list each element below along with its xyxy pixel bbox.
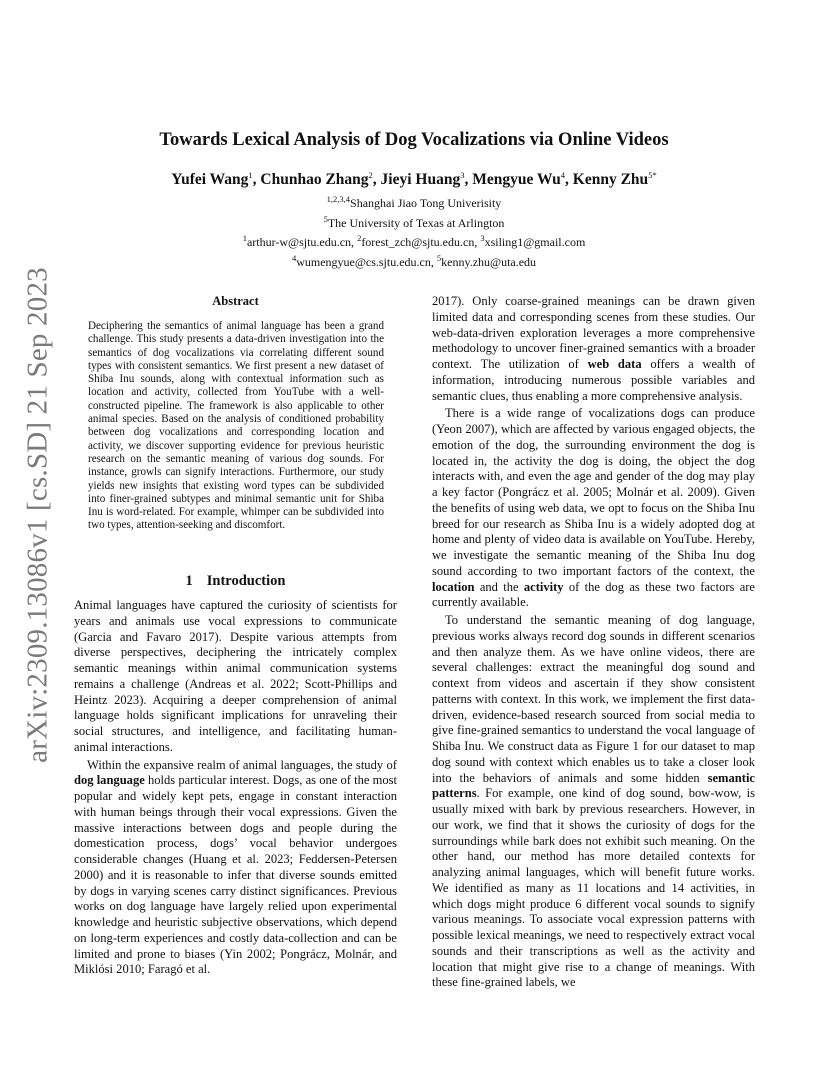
author-mark: 4 xyxy=(560,170,566,180)
author-name: Mengyue Wu xyxy=(472,171,561,189)
author-name: Kenny Zhu xyxy=(572,171,649,189)
affiliation-name: Shanghai Jiao Tong Univerisity xyxy=(350,196,502,210)
author-name: Chunhao Zhang xyxy=(260,171,369,189)
affiliation-name: The University of Texas at Arlington xyxy=(327,215,505,230)
author-mark: 1 xyxy=(248,170,253,180)
introduction-left-column xyxy=(74,598,397,978)
email-address: kenny.zhu@uta.edu xyxy=(441,254,537,269)
author-name: Yufei Wang xyxy=(171,171,249,189)
author-mark: 2 xyxy=(368,170,373,180)
affiliation-line xyxy=(74,192,754,212)
bold-term: activity xyxy=(523,579,564,594)
email-address: xsiling1@gmail.com xyxy=(484,235,586,249)
text-run: and the xyxy=(474,579,524,594)
text-run: To understand the semantic meaning of dog language, previous works always record dog sounds in different scenarios and then analyze them. As we have online videos, there are several challenges: extract the meaningful dog sound and context from videos and ascertain if they show consistent patterns with context. In this work, we implement the first data-driven, evidence-based research sourced from social media to give fine-grained semantics to understand the vocal language of Shiba Inu. We construct data as Figure 1 for our dataset to map dog sound with context which enables us to take a closer look into the behaviors of animals and some hidden xyxy=(432,613,755,785)
section-title: Introduction xyxy=(206,573,286,589)
abstract-heading: Abstract xyxy=(212,294,259,308)
email-address: forest_zch@sjtu.edu.cn, xyxy=(361,235,481,249)
affiliation-mark: 5 xyxy=(323,213,328,224)
email-mark: 5 xyxy=(436,252,442,263)
bold-term: location xyxy=(432,579,475,594)
affiliation-line xyxy=(74,212,754,232)
paragraph xyxy=(74,758,397,979)
email-mark: 3 xyxy=(480,233,485,243)
section-heading-introduction xyxy=(74,573,397,590)
paper-title: Towards Lexical Analysis of Dog Vocalizations via Online Videos xyxy=(159,130,669,150)
paragraph xyxy=(432,406,755,611)
author-list: Yufei Wang$^1$, Chunhao Zhang$^2$, Jieyi Huang$^3$, Mengyue Wu$^4$, Kenny Zhu$^{5*}$ xyxy=(171,170,657,189)
text-run: of the dog as these two factors are currently available. xyxy=(432,579,756,610)
email-line xyxy=(74,231,754,251)
email-mark: 1 xyxy=(242,233,247,243)
section-number: 1 xyxy=(185,573,193,589)
arxiv-identifier-text: arXiv:2309.13086v1 [cs.SD] 21 Sep 2023 xyxy=(21,267,54,763)
bold-term: web data xyxy=(587,357,642,371)
bold-term: semantic patterns xyxy=(432,770,755,801)
text-run: holds particular interest. Dogs, as one of the most popular and widely kept pets, engage in constant interaction with human beings through their vocal expressions. Given the massive interactions between dogs and people during the domestication process, dogs’ vocal behavior undergoes considerable changes (Huang et al. 2023; Feddersen-Petersen 2000) and it is reasonable to infer that diverse sounds emitted by dogs in varying scenes carry distinct significances. Previous works on dog language have largely relied upon experimental knowledge and heuristic subjective observations, which depend on long-term experiences and costly data-collection and can be limited and prone to biases (Yin 2002; Pongrácz, Molnár, and Miklósi 2010; Faragó et al. xyxy=(74,773,397,977)
email-mark: 2 xyxy=(357,233,362,243)
author-name: Jieyi Huang xyxy=(380,171,461,189)
text-run: offers a wealth of information, introducing numerous possible variables and semantic clues, thus enabling a more comprehensive analysis. xyxy=(432,357,756,403)
bold-term: dog language xyxy=(74,773,145,788)
email-address: wumengyue@cs.sjtu.edu.cn, xyxy=(296,254,437,269)
author-mark: 3 xyxy=(460,170,465,180)
email-mark: 4 xyxy=(291,252,297,263)
text-run: There is a wide range of vocalizations dogs can produce (Yeon 2007), which are affected by various engaged objects, the emotion of the dog, the surrounding environment the dog is located in, the activity the dog is doing, the object the dog interacts with, and even the age and gender of the dog may play a key factor (Pongrácz et al. 2005; Molnár et al. 2009). Given the benefits of using web data, we opt to focus on the Shiba Inu breed for our research as Shiba Inu is a widely adopted dog at home and plenty of video data is available on YouTube. Hereby, we investigate the semantic meaning of the Shiba Inu dog sound according to two important factors of the context, the xyxy=(432,406,755,578)
paragraph xyxy=(432,294,755,404)
abstract-text: Deciphering the semantics of animal language has been a grand challenge. This study presents a data-driven investigation into the semantics of dog vocalizations via correlating different sound types with consistent semantics. We first present a new dataset of Shiba Inu sounds, along with contextual information such as location and activity, collected from YouTube with a well-constructed pipeline. The framework is also applicable to other animal species. Based on the analysis of conditioned probability between dog vocalizations and corresponding location and activity, we discover supporting evidence for previous heuristic research on the semantic meaning of various dog sounds. For instance, growls can signify interactions. Furthermore, our study yields new insights that existing word types can be subdivided into finer-grained subtypes and minimal semantic unit for Shiba Inu is word-related. For example, whimper can be subdivided into two types, attention-seeking and discomfort. xyxy=(88,320,384,532)
affiliations xyxy=(74,192,754,270)
email-address: arthur-w@sjtu.edu.cn, xyxy=(246,235,358,249)
email-line xyxy=(74,251,754,271)
paragraph xyxy=(432,613,755,991)
paragraph: Animal languages have captured the curiosity of scientists for years and animals use vocal expressions to communicate (Garcia and Favaro 2017). Despite various attempts from diverse perspectives, deciphering the intricately complex semantic meanings within animal communication systems remains a challenge (Andreas et al. 2022; Scott-Phillips and Heintz 2023). Acquiring a deeper comprehension of animal language holds significant implications for unraveling their social structures, and intelligence, and facilitating human-animal interactions. xyxy=(74,598,397,754)
text-run: Within the expansive realm of animal languages, the study of xyxy=(87,757,397,772)
author-mark: 5* xyxy=(648,170,657,180)
text-run: 2017). Only coarse-grained meanings can be drawn given limited data and corresponding scenes from these studies. Our web-data-driven exploration leverages a more comprehensive methodology to uncover finer-grained semantics with a broader context. The utilization of xyxy=(432,294,755,371)
arxiv-identifier xyxy=(18,267,58,763)
text-run: . For example, one kind of dog sound, bow-wow, is usually mixed with bark by previous researchers. However, in our work, we find that it shows the curiosity of dogs for the surroundings while bark does not exhibit such meaning. On the other hand, our method has more detailed contexts for analyzing animal languages, which will benefit future works. We identified as many as 11 locations and 14 activities, in which dogs might produce 6 different vocal sounds to signify various meanings. To associate vocal expression patterns with possible lexical meanings, we need to respectively extract vocal sounds and their transcriptions as well as the activity and location that might give rise to a change of meanings. With these fine-grained labels, we xyxy=(432,786,755,990)
right-column xyxy=(432,294,755,991)
affiliation-mark: 1,2,3,4 xyxy=(326,194,351,204)
